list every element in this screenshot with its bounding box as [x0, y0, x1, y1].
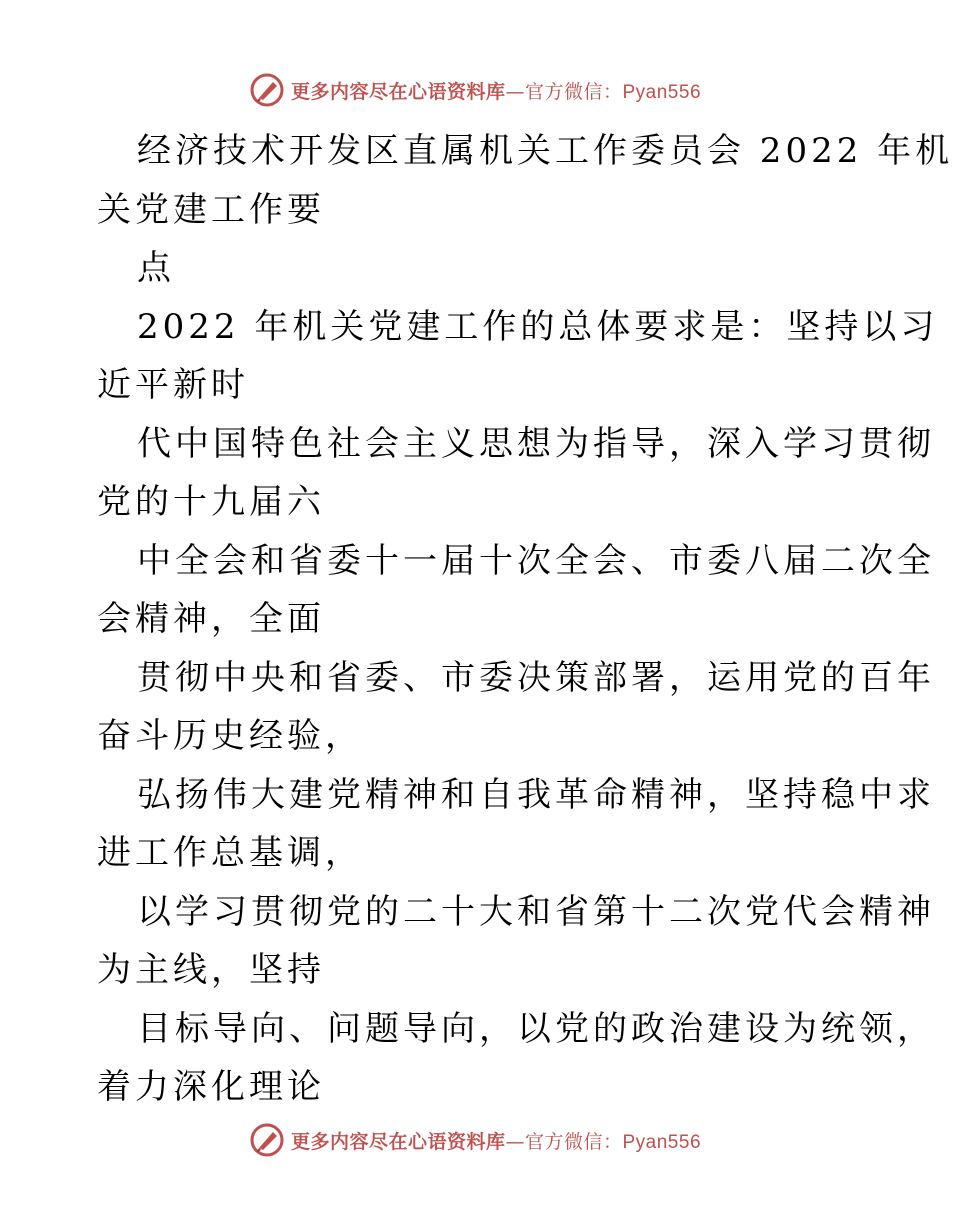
- document-line: 贯彻中央和省委、市委决策部署，运用党的百年: [137, 657, 935, 698]
- watermark-text: [291, 1127, 701, 1154]
- document-line: 代中国特色社会主义思想为指导，深入学习贯彻: [137, 423, 935, 464]
- watermark-banner-top: [0, 70, 950, 110]
- watermark-wechat-id: Pyan556: [622, 81, 702, 103]
- document-line: 为主线，坚持: [97, 950, 325, 990]
- document-line: 党的十九届六: [97, 482, 325, 522]
- document-line: 进工作总基调，: [97, 833, 363, 873]
- pen-logo-icon: [249, 72, 285, 108]
- document-line: 经济技术开发区直属机关工作委员会 2022 年机: [137, 131, 953, 171]
- document-line: 点: [137, 248, 175, 288]
- document-line: 近平新时: [97, 365, 249, 405]
- pen-logo-icon: [249, 1122, 285, 1158]
- watermark-dash: —: [505, 80, 525, 103]
- watermark-brand: 更多内容尽在心语资料库: [290, 1130, 506, 1153]
- watermark-text: [291, 77, 701, 104]
- document-line: 2022 年机关党建工作的总体要求是：坚持以习: [137, 306, 939, 347]
- watermark-wechat-id: Pyan556: [622, 1131, 702, 1153]
- document-line: 弘扬伟大建党精神和自我革命精神，坚持稳中求: [137, 774, 935, 815]
- watermark-wechat-label: 官方微信：: [524, 80, 623, 103]
- document-line: 关党建工作要: [97, 189, 325, 230]
- document-line: 中全会和省委十一届十次全会、市委八届二次全: [137, 540, 935, 581]
- document-line: 会精神，全面: [97, 599, 325, 639]
- document-line: 目标导向、问题导向，以党的政治建设为统领，: [137, 1008, 935, 1049]
- document-line: 奋斗历史经验，: [97, 716, 363, 756]
- watermark-brand: 更多内容尽在心语资料库: [290, 80, 506, 103]
- watermark-wechat-label: 官方微信：: [524, 1130, 623, 1153]
- watermark-banner-bottom: [0, 1120, 950, 1160]
- document-body: [97, 122, 953, 1117]
- document-line: 以学习贯彻党的二十大和省第十二次党代会精神: [137, 891, 935, 932]
- watermark-dash: —: [505, 1130, 525, 1153]
- document-line: 着力深化理论: [97, 1067, 325, 1107]
